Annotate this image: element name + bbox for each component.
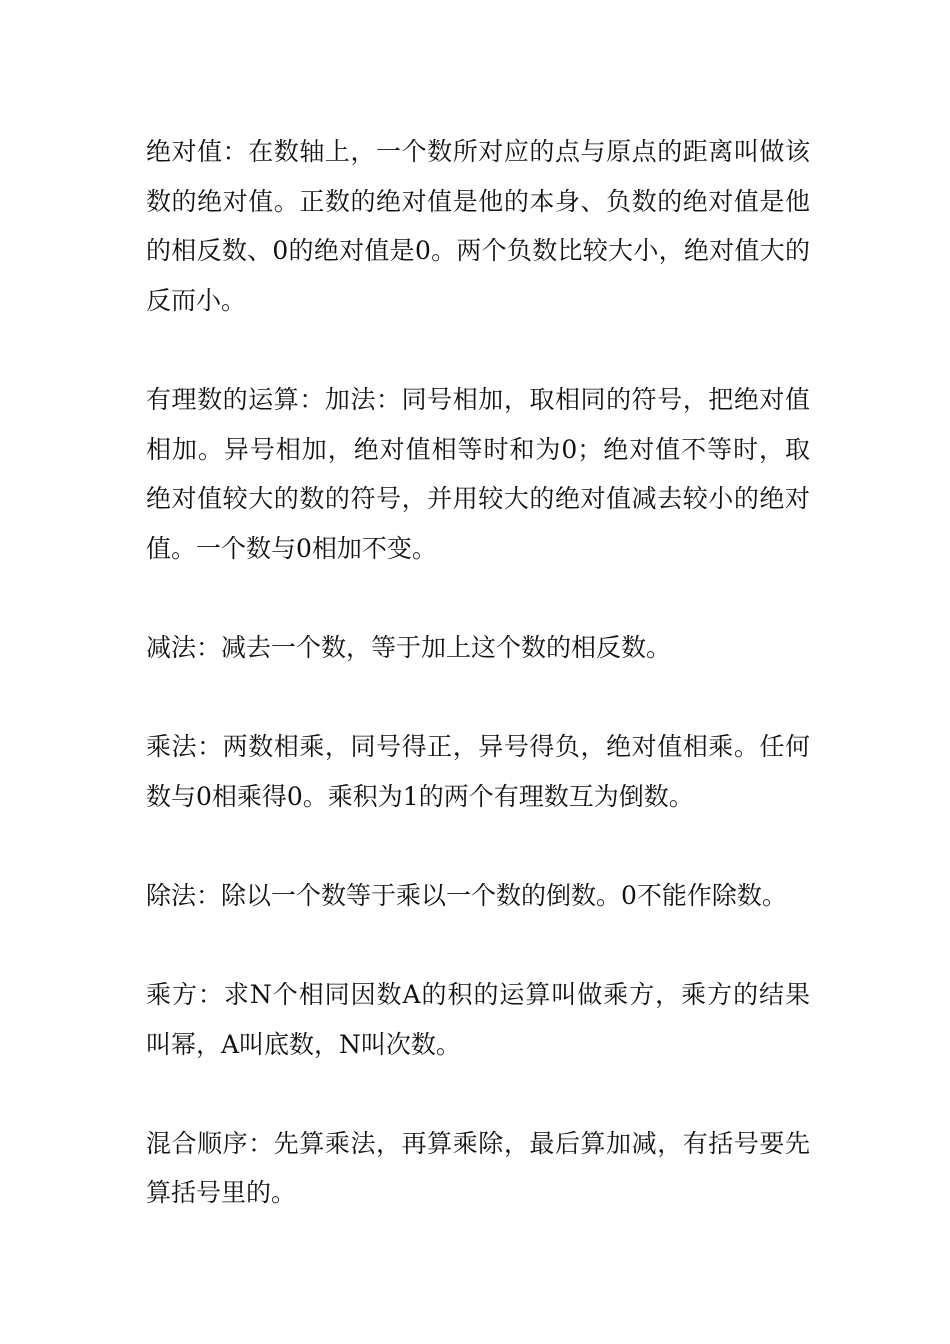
paragraph-division: 除法：除以一个数等于乘以一个数的倒数。0不能作除数。	[146, 880, 787, 910]
paragraph-absolute-value: 绝对值：在数轴上，一个数所对应的点与原点的距离叫做该数的绝对值。正数的绝对值是他的本身、负数的绝对值是他的相反数、0的绝对值是0。两个负数比较大小，绝对值大的反而小。	[146, 137, 810, 315]
paragraph-multiplication: 乘法：两数相乘，同号得正，异号得负，绝对值相乘。任何数与0相乘得0。乘积为1的两个有理数互为倒数。	[146, 732, 810, 811]
document-body	[146, 127, 810, 1268]
paragraph-order-of-operations: 混合顺序：先算乘法，再算乘除，最后算加减，有括号要先算括号里的。	[146, 1128, 810, 1208]
paragraph-subtraction: 减法：减去一个数，等于加上这个数的相反数。	[146, 632, 672, 662]
paragraph-addition: 有理数的运算：加法：同号相加，取相同的符号，把绝对值相加。异号相加，绝对值相等时和为0；绝对值不等时，取绝对值较大的数的符号，并用较大的绝对值减去较小的绝对值。一个数与0相加不变。	[146, 384, 810, 563]
paragraph-power: 乘方：求N个相同因数A的积的运算叫做乘方，乘方的结果叫幂，A叫底数，N叫次数。	[146, 980, 810, 1059]
